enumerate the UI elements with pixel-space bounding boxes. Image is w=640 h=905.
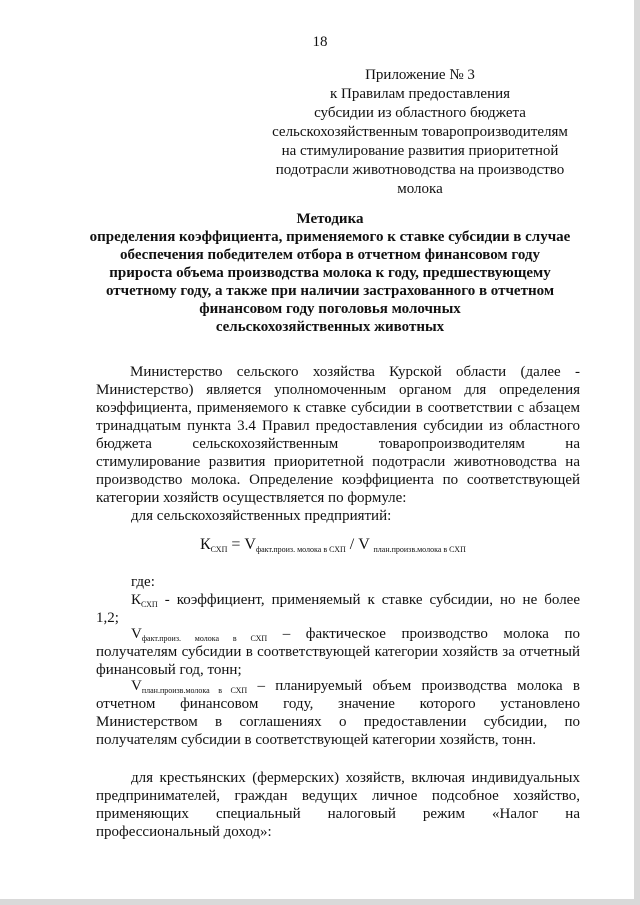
- scan-edge-right: [634, 0, 640, 905]
- definition-line: финансовый год, тонн;: [96, 662, 242, 678]
- paragraph-line: профессиональный доход»:: [96, 824, 272, 840]
- def-v1-symbol: V: [131, 626, 142, 642]
- paragraph-line: Министерство) является уполномоченным органом для определения: [96, 382, 580, 398]
- where-label: где:: [131, 574, 155, 590]
- definition-line: [131, 625, 580, 645]
- paragraph-line: тринадцатым пункта 3.4 Правил предоставления субсидии из областного: [96, 418, 580, 434]
- definition-line: получателям субсидии в соответствующей категории хозяйств за отчетный: [96, 644, 580, 660]
- formula: [200, 536, 466, 556]
- def-v2-sub: план.произв.молока в СХП: [141, 686, 248, 695]
- appendix-line: субсидии из областного бюджета: [314, 105, 526, 121]
- title-line: обеспечения победителем отбора в отчетном финансовом году: [120, 247, 540, 263]
- title-heading: Методика: [296, 211, 364, 227]
- paragraph-line: категории хозяйств осуществляется по формуле:: [96, 490, 407, 506]
- def-v1-sub: факт.произ. молока в СХП: [141, 634, 268, 643]
- def-v1-text: – фактическое производство молока по: [267, 626, 581, 642]
- paragraph-line: предпринимателей, граждан ведущих личное подсобное хозяйство,: [96, 788, 580, 804]
- definition-line: [131, 677, 580, 697]
- appendix-line: Приложение № 3: [365, 67, 475, 83]
- paragraph-line: бюджета сельскохозяйственным товаропроизводителям на: [96, 436, 580, 452]
- definition-line: 1,2;: [96, 610, 119, 626]
- formula-v1-sub: факт.произ. молока в СХП: [255, 545, 346, 554]
- definition-line: получателям субсидии в соответствующей категории хозяйств, тонн.: [96, 732, 537, 748]
- paragraph-line: стимулирование развития приоритетной подотрасли животноводства на: [96, 454, 580, 470]
- formula-k: К: [200, 536, 211, 553]
- formula-eq: = V: [227, 536, 256, 553]
- definition-line: [131, 591, 580, 611]
- def-k-symbol: К: [131, 592, 142, 608]
- appendix-line: подотрасли животноводства на производство: [275, 162, 565, 178]
- formula-slash: / V: [345, 536, 374, 553]
- title-line: сельскохозяйственных животных: [215, 319, 445, 335]
- definition-line: Министерством в соглашениях о предоставлении субсидии, по: [96, 714, 580, 730]
- page-number: 18: [312, 34, 328, 50]
- definition-line: отчетном финансовом году, значение которого установлено: [96, 696, 580, 712]
- paragraph-line: для крестьянских (фермерских) хозяйств, включая индивидуальных: [131, 770, 580, 786]
- paragraph-line: применяющих специальный налоговый режим «Налог на: [96, 806, 580, 822]
- title-line: прироста объема производства молока к году, предшествующему: [109, 265, 551, 281]
- def-k-sub: СХП: [141, 600, 158, 609]
- def-k-text: - коэффициент, применяемый к ставке субсидии, но не более: [157, 592, 580, 608]
- scan-edge-bottom: [0, 899, 640, 905]
- formula-k-sub: СХП: [210, 545, 228, 554]
- paragraph-line: Министерство сельского хозяйства Курской области (далее -: [130, 364, 580, 380]
- title-line: определения коэффициента, применяемого к ставке субсидии в случае: [89, 229, 571, 245]
- def-v2-symbol: V: [131, 678, 142, 694]
- paragraph-line: производство молока. Определение коэффициента по соответствующей: [96, 472, 580, 488]
- appendix-line: к Правилам предоставления: [329, 86, 511, 102]
- title-line: отчетному году, а также при наличии застрахованного в отчетном: [105, 283, 555, 299]
- appendix-line: молока: [397, 181, 443, 197]
- paragraph-line: коэффициента, применяемого к ставке субсидии в соответствии с абзацем: [96, 400, 580, 416]
- title-line: финансовом году поголовья молочных: [199, 301, 461, 317]
- for-agri-enterprises: для сельскохозяйственных предприятий:: [131, 508, 392, 524]
- formula-v2-sub: план.произв.молока в СХП: [373, 545, 466, 554]
- appendix-line: сельскохозяйственным товаропроизводителям: [272, 124, 568, 140]
- def-v2-text: – планируемый объем производства молока в: [247, 678, 580, 694]
- appendix-line: на стимулирование развития приоритетной: [281, 143, 559, 159]
